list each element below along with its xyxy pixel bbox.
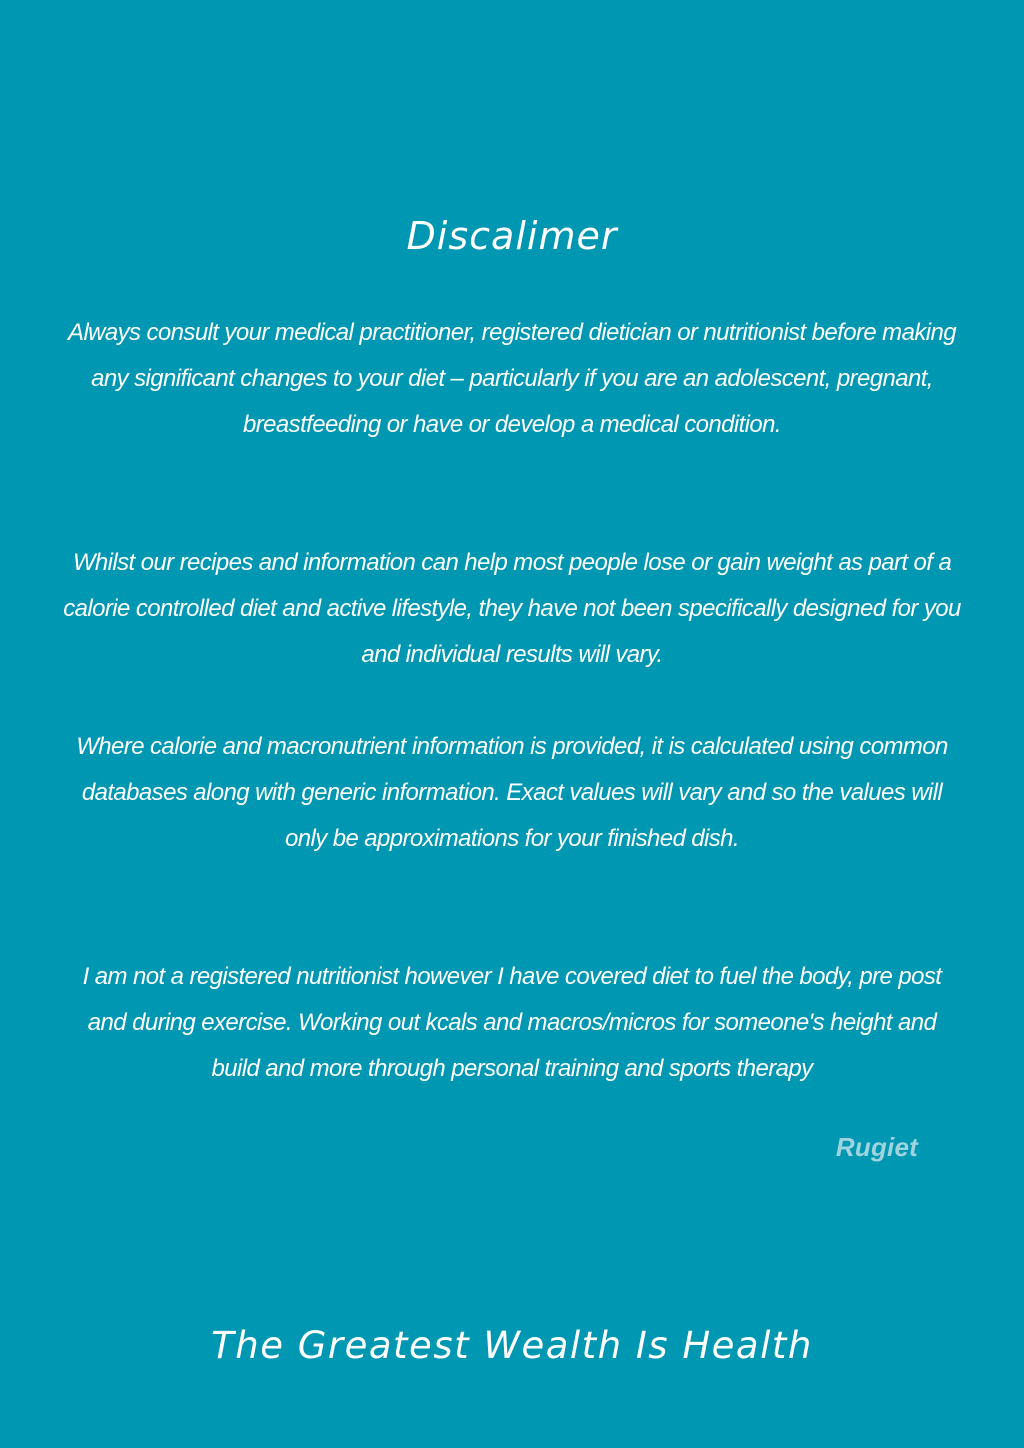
page-title: Discalimer bbox=[406, 214, 618, 258]
author-signature: Rugiet bbox=[835, 1132, 918, 1162]
disclaimer-paragraph-medical-advice: Always consult your medical practitioner, registered dietician or nutritionist before making any significant changes to your diet – particularly if you are an adolescent, pregnant, breastfeeding or have or develop a medical condition. bbox=[68, 319, 956, 438]
disclaimer-paragraph-qualifications: I am not a registered nutritionist however I have covered diet to fuel the body, pre post and during exercise. Working out kcals and macros/micros for someone's height and build and more through personal training and sports therapy bbox=[82, 963, 942, 1082]
tagline: The Greatest Wealth Is Health bbox=[211, 1324, 813, 1367]
disclaimer-paragraph-results: Whilst our recipes and information can help most people lose or gain weight as part of a calorie controlled diet and active lifestyle, they have not been specifically designed for you and individual results will vary. bbox=[63, 549, 961, 668]
disclaimer-paragraph-nutrition-info: Where calorie and macronutrient information is provided, it is calculated using common databases along with generic information. Exact values will vary and so the values will only be approximations for your finished dish. bbox=[76, 733, 948, 852]
